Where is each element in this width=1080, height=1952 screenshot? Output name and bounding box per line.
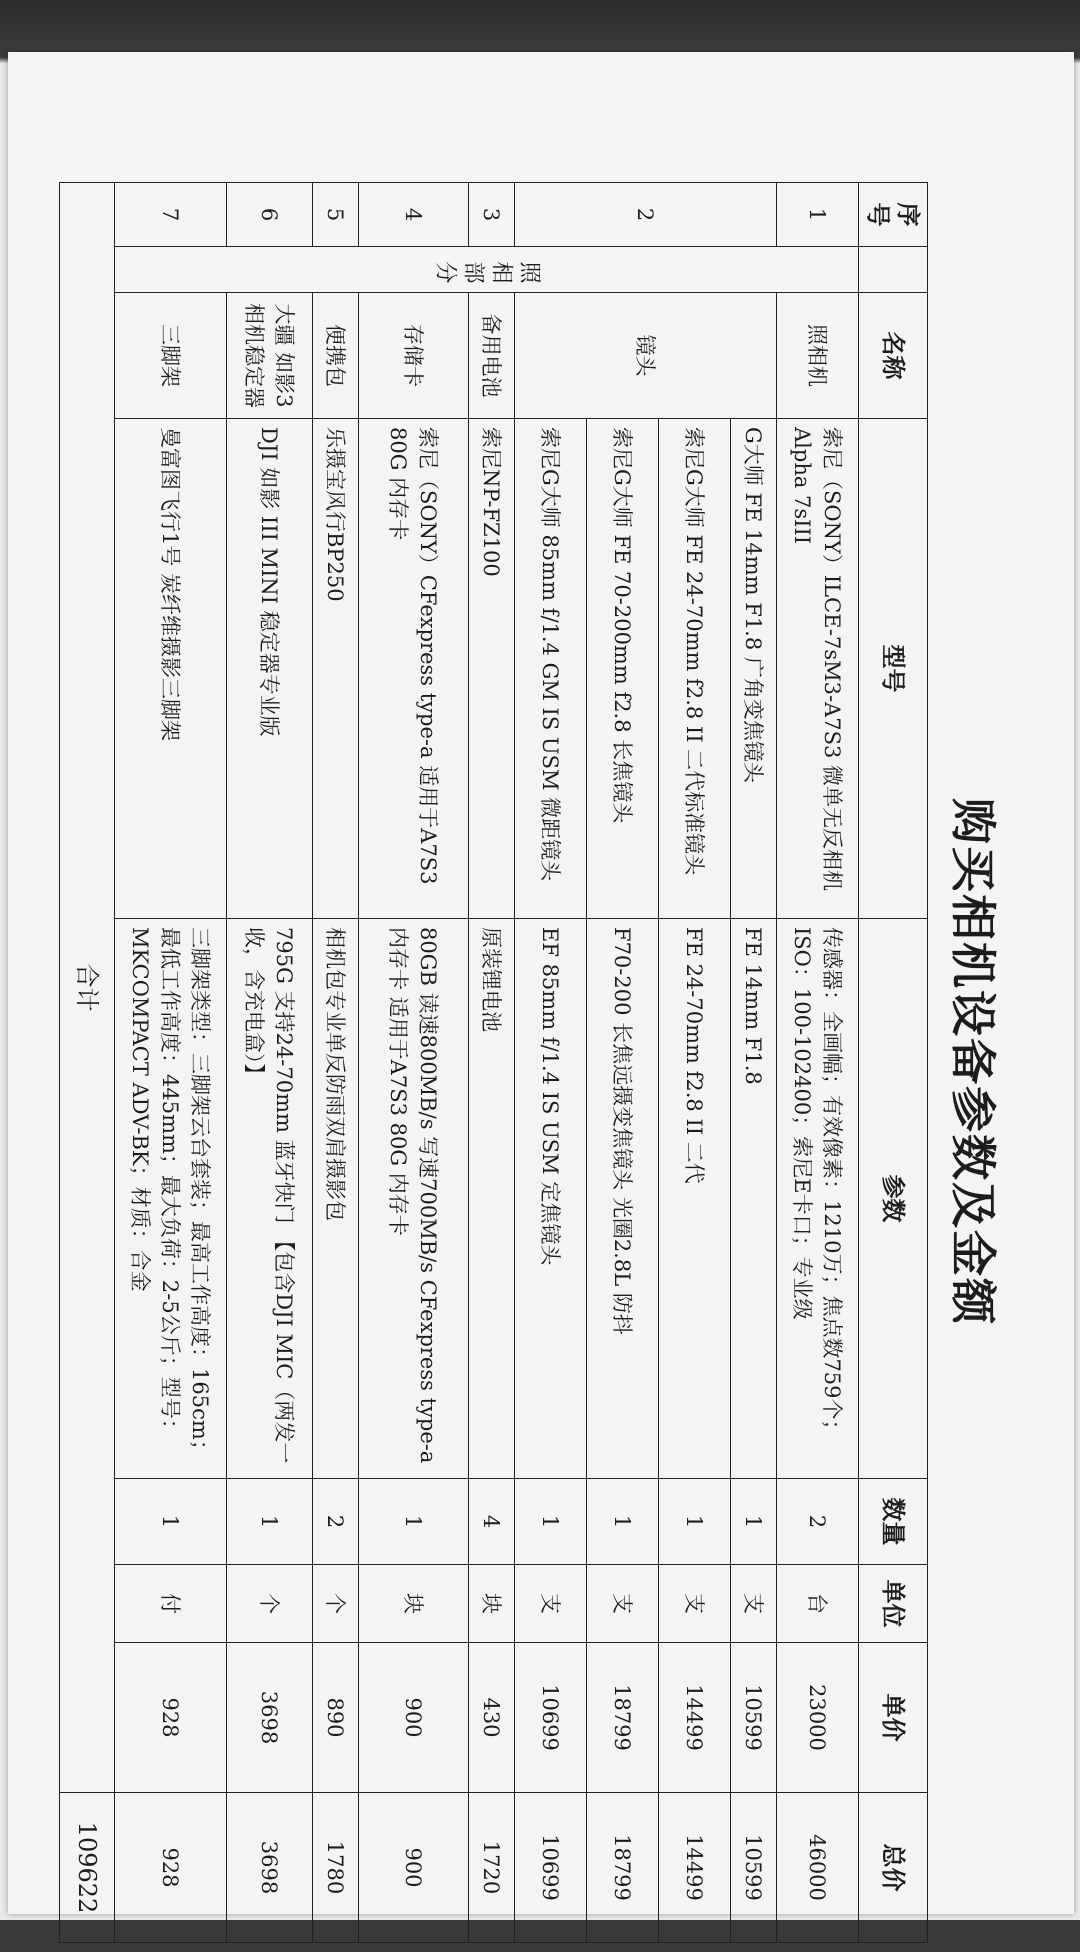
cell-no: 6 <box>227 183 313 247</box>
header-category <box>859 247 928 293</box>
cell-params: FE 24-70mm f2.8 II 二代 <box>659 919 731 1479</box>
table-row <box>587 183 659 1943</box>
header-total: 总价 <box>859 1793 928 1943</box>
header-qty: 数量 <box>859 1479 928 1565</box>
cell-params: 原装锂电池 <box>469 919 515 1479</box>
cell-qty: 1 <box>515 1479 587 1565</box>
cell-params: FE 14mm F1.8 <box>731 919 777 1479</box>
table-row <box>313 183 359 1943</box>
header-name: 名称 <box>859 293 928 419</box>
cell-model: 索尼G大师 FE 70-200mm f2.8 长焦镜头 <box>587 419 659 919</box>
header-params: 参数 <box>859 919 928 1479</box>
table-header-row <box>859 183 928 1943</box>
total-row <box>60 183 115 1943</box>
cell-total: 928 <box>115 1793 227 1943</box>
cell-name: 镜头 <box>515 293 777 419</box>
cell-model: 曼富图飞行1号 炭纤维摄影三脚架 <box>115 419 227 919</box>
header-unit: 单位 <box>859 1565 928 1643</box>
cell-price: 10699 <box>515 1643 587 1793</box>
cell-unit: 支 <box>731 1565 777 1643</box>
cell-model: 索尼G大师 FE 24-70mm f2.8 II 二代标准镜头 <box>659 419 731 919</box>
cell-unit: 台 <box>777 1565 859 1643</box>
cell-total: 900 <box>359 1793 469 1943</box>
table-row <box>469 183 515 1943</box>
cell-no: 5 <box>313 183 359 247</box>
cell-no: 2 <box>515 183 777 247</box>
cell-qty: 4 <box>469 1479 515 1565</box>
cell-model: 索尼NP-FZ100 <box>469 419 515 919</box>
cell-unit: 块 <box>469 1565 515 1643</box>
cell-name: 大疆 如影3 相机稳定器 <box>227 293 313 419</box>
header-model: 型号 <box>859 419 928 919</box>
cell-model: 索尼G大师 85mm f/1.4 GM IS USM 微距镜头 <box>515 419 587 919</box>
cell-unit: 块 <box>359 1565 469 1643</box>
cell-qty: 1 <box>359 1479 469 1565</box>
cell-unit: 付 <box>115 1565 227 1643</box>
cell-unit: 支 <box>515 1565 587 1643</box>
cell-total: 1720 <box>469 1793 515 1943</box>
cell-price: 890 <box>313 1643 359 1793</box>
header-price: 单价 <box>859 1643 928 1793</box>
cell-no: 4 <box>359 183 469 247</box>
table-row <box>777 183 859 1943</box>
cell-name: 照相机 <box>777 293 859 419</box>
cell-price: 900 <box>359 1643 469 1793</box>
table-row <box>115 183 227 1943</box>
cell-name: 存储卡 <box>359 293 469 419</box>
cell-price: 10599 <box>731 1643 777 1793</box>
cell-total: 18799 <box>587 1793 659 1943</box>
cell-no: 3 <box>469 183 515 247</box>
cell-qty: 1 <box>227 1479 313 1565</box>
cell-params: 80GB 读速800MB/s 写速700MB/s CFexpress type-a 内存卡 适用于A7S3 80G 内存卡 <box>359 919 469 1479</box>
equipment-table <box>59 182 928 1943</box>
cell-price: 14499 <box>659 1643 731 1793</box>
cell-unit: 支 <box>659 1565 731 1643</box>
category-cell <box>115 247 859 293</box>
paper-sheet <box>8 52 1074 1914</box>
cell-total: 3698 <box>227 1793 313 1943</box>
category-label: 照相部分 <box>430 258 543 283</box>
cell-no: 7 <box>115 183 227 247</box>
table-row <box>227 183 313 1943</box>
cell-model: 索尼（SONY）CFexpress type-a 适用于A7S3 80G 内存卡 <box>359 419 469 919</box>
cell-params: F70-200 长焦远摄变焦镜头 光圈2.8L 防抖 <box>587 919 659 1479</box>
cell-total: 10599 <box>731 1793 777 1943</box>
cell-model: 索尼（SONY）ILCE-7sM3-A7S3 微单无反相机Alpha 7sIII <box>777 419 859 919</box>
header-no: 序号 <box>859 183 928 247</box>
cell-unit: 个 <box>227 1565 313 1643</box>
cell-qty: 1 <box>659 1479 731 1565</box>
cell-price: 23000 <box>777 1643 859 1793</box>
sum-label: 合计 <box>60 183 115 1793</box>
cell-total: 46000 <box>777 1793 859 1943</box>
cell-model: 乐摄宝风行BP250 <box>313 419 359 919</box>
cell-no: 1 <box>777 183 859 247</box>
cell-total: 1780 <box>313 1793 359 1943</box>
cell-qty: 1 <box>731 1479 777 1565</box>
cell-params: 传感器：全画幅；有效像素：1210万；焦点数759个；ISO：100-102400；索尼E卡口；专业级 <box>777 919 859 1479</box>
table-row <box>359 183 469 1943</box>
cell-price: 430 <box>469 1643 515 1793</box>
cell-unit: 支 <box>587 1565 659 1643</box>
document-title: 购买相机设备参数及金额 <box>946 798 1000 1326</box>
cell-price: 18799 <box>587 1643 659 1793</box>
cell-qty: 1 <box>587 1479 659 1565</box>
cell-model: G大师 FE 14mm F1.8 广角变焦镜头 <box>731 419 777 919</box>
document <box>73 172 1018 1952</box>
cell-params: EF 85mm f/1.4 IS USM 定焦镜头 <box>515 919 587 1479</box>
cell-qty: 1 <box>115 1479 227 1565</box>
cell-name: 便携包 <box>313 293 359 419</box>
table-row <box>515 183 587 1943</box>
cell-params: 795G 支持24-70mm 蓝牙快门 【包含DJI MIC（两发一收，含充电盒）】 <box>227 919 313 1479</box>
cell-qty: 2 <box>313 1479 359 1565</box>
cell-price: 928 <box>115 1643 227 1793</box>
cell-name: 三脚架 <box>115 293 227 419</box>
cell-unit: 个 <box>313 1565 359 1643</box>
cell-qty: 2 <box>777 1479 859 1565</box>
cell-params: 三脚架类型：三脚架云台套装；最高工作高度：165cm；最低工作高度：445mm；最大负荷：2-5公斤；型号：MKCOMPACT ADV-BK；材质：合金 <box>115 919 227 1479</box>
sum-value: 109622 <box>60 1793 115 1943</box>
cell-total: 10699 <box>515 1793 587 1943</box>
table-row <box>659 183 731 1943</box>
cell-total: 14499 <box>659 1793 731 1943</box>
cell-name: 备用电池 <box>469 293 515 419</box>
cell-params: 相机包专业单反防雨双肩摄影包 <box>313 919 359 1479</box>
table-row <box>731 183 777 1943</box>
cell-price: 3698 <box>227 1643 313 1793</box>
cell-model: DJI 如影 III MINI 稳定器专业版 <box>227 419 313 919</box>
